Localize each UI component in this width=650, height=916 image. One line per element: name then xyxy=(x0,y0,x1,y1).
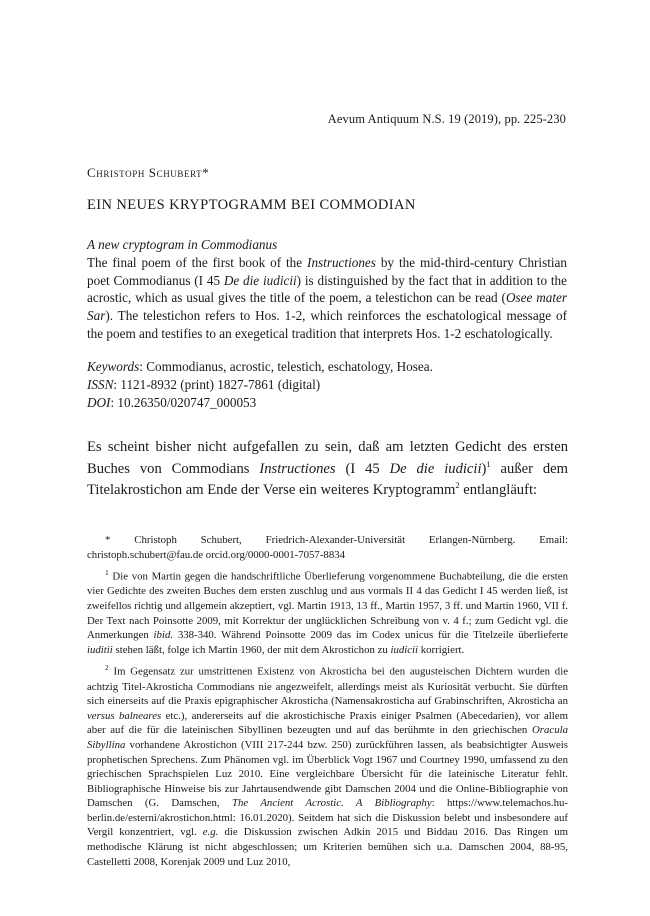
keywords-row xyxy=(87,358,567,376)
body-text: entlangläuft: xyxy=(459,482,538,499)
keywords-label: Keywords xyxy=(87,359,140,374)
footnote-text: etc.), andererseits auf die akrostichische Praxis einiger Psalmen (Abecedarien), vor allem aber auf die für die lateinischen Sibyllinen bezeugten und auf das berühmte in den griechischen xyxy=(87,709,568,737)
footnote-ref-1[interactable]: 1 xyxy=(486,458,491,469)
footnote-text: Die von Martin gegen die handschriftliche Überlieferung vorgenommene Buchabteilung, die die ersten vier Gedichte des zweiten Buches dem ersten zuschlug und aus vormals II 4 das Gedicht I 45 werden ließ, ist zweifellos richtig und allgemein akzeptiert, vgl. Martin 1913, 13 ff., Martin 1957, 3 ff. und Martin 1960, VII f. Der Text nach Poinsotte 2009, mit Korrektur der unglücklichen Schreibung von v. 4 f.; zum Gedicht vgl. die Anmerkungen xyxy=(87,570,568,642)
footnote-text: Christoph Schubert, Friedrich-Alexander-Universität Erlangen-Nürnberg. Email: christoph.schubert@fau.de orcid.org/0000-0001-7057-8834 xyxy=(87,534,568,561)
abstract-text: by the mid-third-century Christian poet Commodianus (I 45 xyxy=(87,254,567,288)
footnote-author xyxy=(87,533,568,562)
abstract xyxy=(87,236,567,343)
body-italic: De die iudicii xyxy=(389,460,482,477)
issn-value: : 1121-8932 (print) 1827-7861 (digital) xyxy=(113,376,321,392)
doi-value: : 10.26350/020747_000053 xyxy=(110,394,257,410)
issn-row xyxy=(87,376,567,394)
footnote-text: korrigiert. xyxy=(418,643,465,656)
footnote-mark: * xyxy=(105,534,111,546)
footnote-italic: ibid. xyxy=(153,629,174,642)
footnote-text: 338-340. Während Poinsotte 2009 das im Codex unicus für die Titelzeile überlieferte xyxy=(173,629,569,642)
footnote-italic: Oracula Sibyllina xyxy=(87,724,568,751)
footnote-text: : https://www.telemachos.hu-berlin.de/esterni/akrostichon.html: 16.01.2020). Seitdem hat sich die Diskussion belebt und insbesondere auf Vergil konzentriert, vgl. xyxy=(87,797,569,839)
doi-row xyxy=(87,394,567,412)
footnote-italic: iuditii xyxy=(87,643,113,656)
author-name: Christoph Schubert* xyxy=(87,165,210,180)
body-text: Es scheint bisher nicht aufgefallen zu sein, daß am letzten Gedicht des ersten Buches von Commodians xyxy=(87,439,568,477)
body-paragraph xyxy=(87,437,568,502)
footnote-italic: e.g. xyxy=(202,826,219,839)
footnote-italic: iudicii xyxy=(390,643,419,656)
footnote-italic: versus balneares xyxy=(87,709,162,722)
issn-label: ISSN xyxy=(87,376,114,392)
body-text: ) xyxy=(481,460,487,477)
abstract-italic: Osee mater Sar xyxy=(87,290,567,324)
footnote-text: stehen läßt, folge ich Martin 1960, der mit dem Akrostichon zu xyxy=(112,643,391,656)
footnote-text: vorhandene Akrostichon (VIII 217-244 bzw. 250) zurückführen lassen, als beabsichtigter Ausweis prophetischen Sprechens. Zum Phänomen vgl. im Überblick Vogt 1967 und Courtney 1990, umfassend zu den griechischen Sprachspielen Luz 2010. Eine vergleichbare Übersicht für die lateinische Literatur fehlt. Bibliographische Hinweise bis zur Jahrtausendwende gibt Damschen 2004 und die Online-Bibliographie von Damschen (G. Damschen, xyxy=(87,738,568,810)
doi-label: DOI xyxy=(87,394,111,410)
footnote-1 xyxy=(87,566,568,657)
abstract-text: The final poem of the first book of the xyxy=(87,254,308,270)
english-title: A new cryptogram in Commodianus xyxy=(87,237,278,252)
footnote-mark: 1 xyxy=(105,568,109,578)
keywords-value: : Commodianus, acrostic, telestich, eschatology, Hosea. xyxy=(139,359,433,374)
body-text: (I 45 xyxy=(335,460,390,477)
footnote-2 xyxy=(87,661,568,869)
footnote-mark: 2 xyxy=(105,663,109,673)
journal-reference: Aevum Antiquum N.S. 19 (2019), pp. 225-230 xyxy=(327,112,566,126)
abstract-italic: De die iudicii xyxy=(223,272,297,288)
article-metadata xyxy=(87,358,567,411)
body-text: außer dem Titelakrostichon am Ende der Verse ein weiteres Kryptogramm xyxy=(87,460,568,499)
footnote-italic: The Ancient Acrostic. A Bibliography xyxy=(231,797,432,810)
abstract-text: ) is distinguished by the fact that in addition to the acrostic, which as usual gives the title of the poem, a telestichon can be read ( xyxy=(87,272,567,306)
footnote-ref-2[interactable]: 2 xyxy=(455,480,460,491)
article-title: EIN NEUES KRYPTOGRAMM BEI COMMODIAN xyxy=(87,197,416,213)
abstract-italic: Instructiones xyxy=(307,254,376,270)
footnote-text: die Diskussion zwischen Adkin 2015 und Biddau 2016. Das Ringen um methodische Klärung ist nicht abgeschlossen; um Kriterien bemühen sich u.a. Damschen 2004, 88-95, Castelletti 2008, Korenjak 2009 und Luz 2010, xyxy=(87,826,568,868)
footnotes xyxy=(87,533,568,873)
body-italic: Instructiones xyxy=(259,460,336,477)
abstract-text: ). The telestichon refers to Hos. 1-2, which reinforces the eschatological message of the poem and testifies to an exegetical tradition that interprets Hos. 1-2 eschatologically. xyxy=(87,308,567,341)
footnote-text: Im Gegensatz zur umstrittenen Existenz von Akrosticha bei den augusteischen Dichtern wurden die achtzig Titel-Akrosticha Commodians nie angezweifelt, allerdings meist als Kuriosität verbucht. Sie dürften sich einerseits auf die Praxis epigraphischer Akrosticha (Namensakrosticha auf Grabinschriften, Akrosticha an xyxy=(87,665,568,708)
